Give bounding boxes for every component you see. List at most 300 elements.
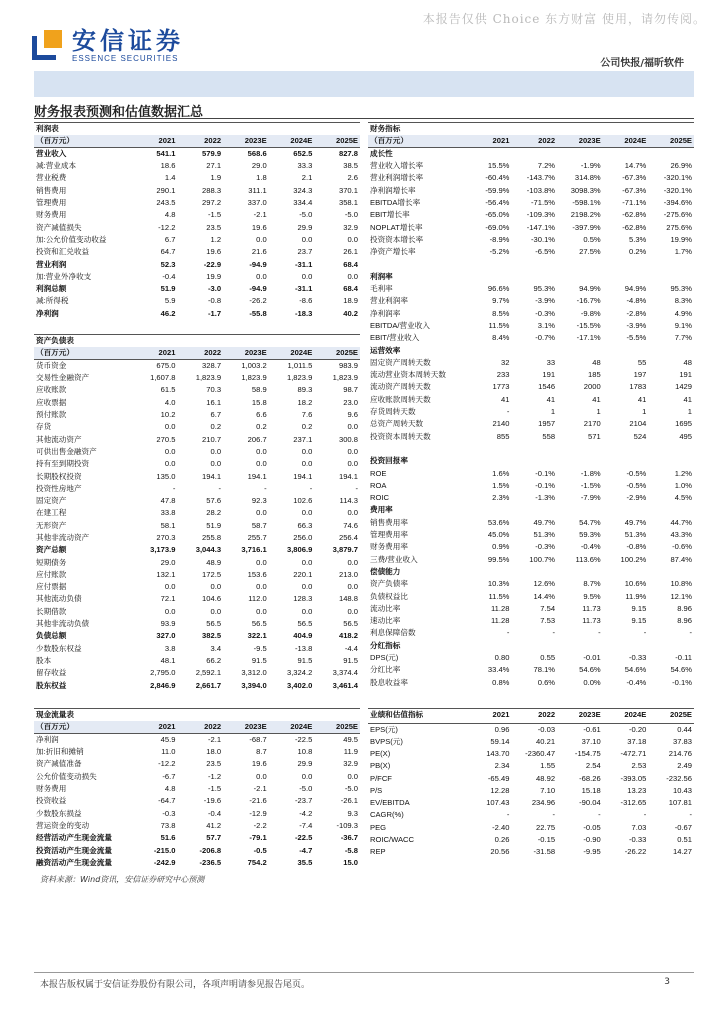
value-cell: - xyxy=(643,628,647,638)
row-label: 利润总额 xyxy=(36,284,67,294)
row-label: 加:营业外净收支 xyxy=(36,271,92,281)
row-label: 股息收益率 xyxy=(370,677,408,687)
value-cell: 49.7% xyxy=(533,517,556,527)
table-cell xyxy=(603,148,649,161)
value-cell: 32.9 xyxy=(343,759,358,769)
value-cell: 32 xyxy=(500,357,510,367)
watermark: 本报告仅供 Choice 东方财富 使用，请勿传阅。 xyxy=(422,12,706,26)
value-cell: 3,806.9 xyxy=(286,545,313,555)
value-cell: -5.0 xyxy=(299,210,313,220)
group-label: 费用率 xyxy=(370,505,393,515)
value-cell: 3,402.0 xyxy=(286,680,313,690)
value-cell: -12.2 xyxy=(158,759,176,769)
table-row xyxy=(34,532,360,544)
value-cell: 10.8% xyxy=(670,579,692,589)
value-cell: 1.2 xyxy=(210,234,222,244)
value-cell: -1.9% xyxy=(580,161,601,171)
table-cell xyxy=(511,504,557,516)
value-cell: -67.3% xyxy=(622,173,647,183)
value-cell: 9.6 xyxy=(347,410,358,420)
value-cell: 8.7% xyxy=(583,579,601,589)
value-cell: 1.5% xyxy=(492,480,510,490)
value-cell: 300.8 xyxy=(338,434,358,444)
value-cell: 107.81 xyxy=(668,798,692,808)
value-cell: -109.3 xyxy=(336,820,358,830)
table-title-row xyxy=(368,709,694,722)
row-label: P/S xyxy=(370,785,383,795)
value-cell: 288.3 xyxy=(202,185,222,195)
value-cell: 0.0 xyxy=(164,446,176,456)
row-label: ROIC/WACC xyxy=(370,835,415,845)
value-cell: -9.8% xyxy=(580,308,601,318)
value-cell: 4.8 xyxy=(164,784,176,794)
group-label: 分红指标 xyxy=(370,640,401,650)
row-label: 预付账款 xyxy=(36,410,67,420)
value-cell: 0.0 xyxy=(347,234,358,244)
value-cell: 52.3 xyxy=(160,259,176,269)
value-cell: -0.11 xyxy=(675,653,692,663)
table-row xyxy=(368,772,694,784)
row-label: 股东权益 xyxy=(36,680,67,690)
value-cell: 1.8 xyxy=(256,173,267,183)
value-cell: 0.0 xyxy=(256,508,267,518)
year-header: 2025E xyxy=(648,709,694,722)
value-cell: -143.7% xyxy=(526,173,556,183)
row-label: 营业利润 xyxy=(36,259,67,269)
value-cell: 270.5 xyxy=(156,434,176,444)
value-cell: -215.0 xyxy=(153,845,176,855)
value-cell: 418.2 xyxy=(338,631,358,641)
financial-indicators-table xyxy=(368,122,694,689)
logo-icon xyxy=(32,30,64,62)
value-cell: 14.27 xyxy=(672,847,692,857)
value-cell: 11.73 xyxy=(582,616,601,626)
row-label: 速动比率 xyxy=(370,616,401,626)
value-cell: 9.3 xyxy=(347,808,358,818)
value-cell: 15.8 xyxy=(251,397,267,407)
row-label: 毛利率 xyxy=(370,284,393,294)
value-cell: - xyxy=(552,628,556,638)
value-cell: 0.0 xyxy=(301,446,313,456)
row-label: 减:营业成本 xyxy=(36,161,77,171)
cash-flow-table xyxy=(34,708,360,869)
row-label: 其他非流动资产 xyxy=(36,533,90,542)
year-header: 2021 xyxy=(466,135,512,148)
value-cell: 337.0 xyxy=(247,198,267,208)
value-cell: 33.8 xyxy=(160,508,176,518)
value-cell: 4.8 xyxy=(164,210,176,220)
year-header: 2023E xyxy=(223,135,269,148)
value-cell: 58.7 xyxy=(251,520,267,530)
value-cell: 41 xyxy=(683,394,692,404)
value-cell: 243.5 xyxy=(156,198,176,208)
value-cell: 0.0 xyxy=(210,582,222,592)
value-cell: 16.1 xyxy=(206,397,222,407)
table-row xyxy=(34,679,360,691)
value-cell: 1.7% xyxy=(674,247,692,257)
row-label: 其他非流动负债 xyxy=(36,619,90,629)
value-cell: 0.0 xyxy=(301,606,313,616)
row-label: 分红比率 xyxy=(370,665,401,675)
table-row xyxy=(34,197,360,209)
value-cell: 104.6 xyxy=(202,594,222,604)
value-cell: 404.9 xyxy=(293,631,313,641)
table-row xyxy=(34,618,360,630)
table-row xyxy=(34,172,360,184)
table-row xyxy=(368,234,694,246)
table-row xyxy=(34,581,360,593)
value-cell: -0.1% xyxy=(535,480,556,490)
value-cell: 11.28 xyxy=(490,603,510,613)
value-cell: -103.8% xyxy=(526,185,556,195)
year-header: 2022 xyxy=(177,135,223,148)
table-row xyxy=(368,676,694,688)
row-label: 公允价值变动损失 xyxy=(36,771,97,781)
table-row xyxy=(368,492,694,504)
value-cell: 15.18 xyxy=(581,785,601,795)
value-cell: 19.6 xyxy=(251,222,267,232)
table-row xyxy=(368,627,694,639)
value-cell: 46.2 xyxy=(160,308,176,318)
value-cell: 113.6% xyxy=(575,554,601,564)
value-cell: 0.51 xyxy=(677,835,692,845)
value-cell: 0.0 xyxy=(256,582,267,592)
row-label: 利息保障倍数 xyxy=(370,628,416,638)
value-cell: 78.1% xyxy=(533,665,556,675)
value-cell: 45.0% xyxy=(487,530,510,540)
value-cell: 56.5 xyxy=(343,619,358,629)
table-title: 资产负债表 xyxy=(34,335,132,348)
value-cell: 37.18 xyxy=(627,736,647,746)
value-cell: -26.22 xyxy=(624,847,647,857)
table-row xyxy=(34,606,360,618)
table-row xyxy=(368,846,694,858)
value-cell: 1 xyxy=(550,407,556,417)
value-cell: -0.67 xyxy=(674,822,692,832)
value-cell: 7.53 xyxy=(540,616,556,626)
value-cell: 14.4% xyxy=(533,591,556,601)
table-row xyxy=(34,470,360,482)
year-header: 2021 xyxy=(466,709,512,722)
value-cell: 9.7% xyxy=(492,296,510,306)
value-cell: 270.3 xyxy=(156,533,176,542)
table-row xyxy=(368,394,694,406)
table-row xyxy=(34,397,360,409)
row-label: 货币资金 xyxy=(36,361,67,370)
value-cell: 102.6 xyxy=(293,496,313,506)
value-cell: 51.9 xyxy=(206,520,222,530)
value-cell: 45.9 xyxy=(160,735,176,744)
value-cell: 568.6 xyxy=(247,149,267,158)
value-cell: 59.14 xyxy=(490,736,510,746)
value-cell: 91.5 xyxy=(343,655,358,665)
row-label: 融资活动产生现金流量 xyxy=(36,857,112,867)
value-cell: 11.9 xyxy=(343,747,358,757)
value-cell: -55.8 xyxy=(249,308,267,318)
value-cell: -320.1% xyxy=(663,185,692,195)
value-cell: -147.1% xyxy=(526,222,556,232)
table-row xyxy=(34,832,360,844)
value-cell: 0.0 xyxy=(301,271,313,281)
value-cell: 41 xyxy=(500,394,510,404)
value-cell: 41.2 xyxy=(206,820,222,830)
row-label: 管理费用率 xyxy=(370,530,408,540)
value-cell: 3.4 xyxy=(210,643,222,653)
value-cell: 4.0 xyxy=(164,397,176,407)
table-row xyxy=(34,655,360,667)
table-header-row xyxy=(368,135,694,148)
table-cell xyxy=(557,258,603,270)
table-row xyxy=(368,797,694,809)
row-label: 可供出售金融资产 xyxy=(36,446,97,456)
row-label: 应收账款周转天数 xyxy=(370,394,431,404)
value-cell: -109.3% xyxy=(526,210,556,220)
table-cell xyxy=(648,123,694,136)
value-cell: 2.1 xyxy=(301,173,313,183)
value-cell: 1695 xyxy=(675,419,692,429)
year-header: 2025E xyxy=(314,135,360,148)
value-cell: 64.7 xyxy=(160,247,176,257)
value-cell: - xyxy=(598,628,601,638)
value-cell: -7.9% xyxy=(580,493,601,503)
value-cell: 51.3% xyxy=(533,530,556,540)
table-row xyxy=(34,746,360,758)
table-cell xyxy=(511,344,557,356)
value-cell: -68.7 xyxy=(249,735,267,744)
row-label: 其他流动负债 xyxy=(36,594,82,604)
row-label: ROA xyxy=(370,480,387,490)
value-cell: -22.5 xyxy=(295,735,313,744)
value-cell: 0.0 xyxy=(301,508,313,518)
value-cell: 91.5 xyxy=(251,655,267,665)
value-cell: 40.2 xyxy=(343,308,358,318)
value-cell: 87.4% xyxy=(670,554,692,564)
value-cell: 55 xyxy=(637,357,647,367)
value-cell: -4.4 xyxy=(344,643,358,653)
year-header: 2024E xyxy=(603,709,649,722)
row-label: 净利润率 xyxy=(370,308,401,318)
value-cell: 1,003.2 xyxy=(241,361,267,370)
group-header-row xyxy=(368,504,694,516)
row-label: 营业收入 xyxy=(36,149,67,158)
value-cell: 128.3 xyxy=(293,594,313,604)
value-cell: -320.1% xyxy=(663,173,692,183)
table-cell xyxy=(132,709,178,722)
row-label: 营业收入增长率 xyxy=(370,161,424,171)
table-cell xyxy=(466,148,512,161)
value-cell: 233 xyxy=(496,370,510,380)
value-cell: 2,795.0 xyxy=(150,668,176,678)
value-cell: 194.1 xyxy=(202,471,222,481)
value-cell: 0.0 xyxy=(347,606,358,616)
row-label: 减:所得税 xyxy=(36,296,69,306)
value-cell: - xyxy=(552,810,556,820)
value-cell: 56.5 xyxy=(251,619,267,629)
value-cell: 21.6 xyxy=(251,247,267,257)
value-cell: 1.9 xyxy=(210,173,222,183)
value-cell: 214.76 xyxy=(668,748,692,758)
value-cell: 7.2% xyxy=(537,161,556,171)
row-label: 净利润增长率 xyxy=(370,185,416,195)
row-label: 投资资本周转天数 xyxy=(370,431,431,441)
value-cell: 2,661.7 xyxy=(195,680,222,690)
row-label: 财务费用率 xyxy=(370,542,408,552)
value-cell: 54.7% xyxy=(579,517,601,527)
value-cell: -5.0 xyxy=(299,784,313,794)
row-label: BVPS(元) xyxy=(370,736,403,746)
value-cell: 10.8 xyxy=(297,747,313,757)
row-label: EV/EBITDA xyxy=(370,798,410,808)
table-cell xyxy=(269,123,315,136)
row-label: 管理费用 xyxy=(36,198,67,208)
value-cell: -3.0 xyxy=(207,284,222,294)
year-header: 2023E xyxy=(557,709,603,722)
value-cell: 0.0 xyxy=(210,459,222,469)
value-cell: - xyxy=(506,628,510,638)
table-row xyxy=(34,734,360,747)
table-row xyxy=(368,160,694,172)
group-label: 投资回报率 xyxy=(370,456,408,466)
row-label: EBIT/营业收入 xyxy=(370,333,420,343)
value-cell: 7.03 xyxy=(631,822,647,832)
year-header: 2021 xyxy=(132,135,178,148)
value-cell: 73.8 xyxy=(160,820,176,830)
table-cell xyxy=(466,640,512,652)
value-cell: -68.26 xyxy=(579,773,601,783)
table-row xyxy=(368,834,694,846)
row-label: EBIT增长率 xyxy=(370,210,410,220)
value-cell: -71.5% xyxy=(531,198,556,208)
value-cell: -0.4 xyxy=(207,808,222,818)
table-cell xyxy=(557,504,603,516)
value-cell: 48 xyxy=(683,357,692,367)
row-label: 流动比率 xyxy=(370,603,401,613)
value-cell: 0.55 xyxy=(540,653,556,663)
value-cell: 3,173.9 xyxy=(150,545,176,555)
table-row xyxy=(368,369,694,381)
value-cell: 2170 xyxy=(583,419,601,429)
value-cell: 0.0 xyxy=(301,771,313,781)
table-row xyxy=(368,541,694,553)
value-cell: -3.9% xyxy=(535,296,556,306)
group-label: 运营效率 xyxy=(370,345,401,355)
table-cell xyxy=(648,258,694,270)
table-row xyxy=(368,809,694,821)
table-row xyxy=(34,807,360,819)
value-cell: -2.40 xyxy=(492,822,510,832)
table-row xyxy=(368,431,694,443)
row-label: P/FCF xyxy=(370,773,392,783)
year-header: 2022 xyxy=(177,721,223,734)
table-row xyxy=(368,467,694,479)
value-cell: 68.4 xyxy=(343,259,358,269)
value-cell: 172.5 xyxy=(202,569,222,579)
value-cell: 8.7 xyxy=(256,747,267,757)
value-cell: 14.7% xyxy=(624,161,647,171)
value-cell: -5.0 xyxy=(344,784,358,794)
row-label: PB(X) xyxy=(370,761,391,771)
value-cell: 0.0 xyxy=(164,422,176,432)
table-row xyxy=(34,271,360,283)
group-header-row xyxy=(368,148,694,161)
year-header: 2023E xyxy=(557,135,603,148)
table-cell xyxy=(603,258,649,270)
table-row xyxy=(34,283,360,295)
value-cell: 132.1 xyxy=(156,569,176,579)
table-row xyxy=(34,795,360,807)
value-cell: 1.55 xyxy=(540,761,556,771)
value-cell: -65.0% xyxy=(485,210,510,220)
value-cell: - xyxy=(598,810,601,820)
value-cell: 58.9 xyxy=(251,385,267,395)
table-row xyxy=(368,736,694,748)
value-cell: -2360.47 xyxy=(525,748,556,758)
value-cell: 33 xyxy=(546,357,556,367)
value-cell: 1773 xyxy=(492,382,510,392)
table-cell xyxy=(511,148,557,161)
value-cell: -393.05 xyxy=(620,773,647,783)
value-cell: 6.7 xyxy=(210,410,222,420)
value-cell: -4.8% xyxy=(626,296,647,306)
table-cell xyxy=(557,148,603,161)
table-row xyxy=(368,246,694,258)
value-cell: -9.95 xyxy=(583,847,601,857)
value-cell: -64.7 xyxy=(158,796,176,806)
unit-label: （百万元） xyxy=(34,135,132,148)
value-cell: 213.0 xyxy=(338,569,358,579)
value-cell: - xyxy=(506,810,510,820)
table-row xyxy=(34,758,360,770)
value-cell: 2,592.1 xyxy=(195,668,222,678)
table-cell xyxy=(368,443,466,455)
row-label: 加:折旧和摊销 xyxy=(36,747,84,757)
value-cell: 0.0 xyxy=(256,771,267,781)
row-label: EBITDA增长率 xyxy=(370,198,421,208)
table-row xyxy=(368,320,694,332)
value-cell: -5.2% xyxy=(489,247,510,257)
value-cell: 0.0 xyxy=(347,459,358,469)
value-cell: 191 xyxy=(542,370,556,380)
table-cell xyxy=(177,709,223,722)
table-cell xyxy=(466,566,512,578)
value-cell: 0.0 xyxy=(210,606,222,616)
value-cell: -0.05 xyxy=(583,822,601,832)
year-header: 2024E xyxy=(269,347,315,360)
table-cell xyxy=(223,123,269,136)
year-header: 2023E xyxy=(223,347,269,360)
value-cell: 0.0 xyxy=(164,582,176,592)
value-cell: -232.56 xyxy=(666,773,692,783)
table-row xyxy=(368,418,694,430)
value-cell: 98.7 xyxy=(343,385,358,395)
value-cell: -275.6% xyxy=(663,210,692,220)
value-cell: 2198.2% xyxy=(570,210,601,220)
value-cell: 0.2 xyxy=(256,422,267,432)
value-cell: 256.0 xyxy=(293,533,313,542)
row-label: 资产减值准备 xyxy=(36,759,82,769)
value-cell: -13.8 xyxy=(295,643,313,653)
row-label: PE(X) xyxy=(370,748,391,758)
value-cell: -0.90 xyxy=(583,835,601,845)
row-label: 存货 xyxy=(36,422,52,432)
value-cell: 27.1 xyxy=(206,161,222,171)
value-cell: 541.1 xyxy=(156,149,176,158)
value-cell: 19.6 xyxy=(206,247,222,257)
value-cell: 15.5% xyxy=(487,161,510,171)
value-cell: 18.0 xyxy=(206,747,222,757)
value-cell: 20.56 xyxy=(490,847,510,857)
value-cell: 49.5 xyxy=(343,735,358,744)
